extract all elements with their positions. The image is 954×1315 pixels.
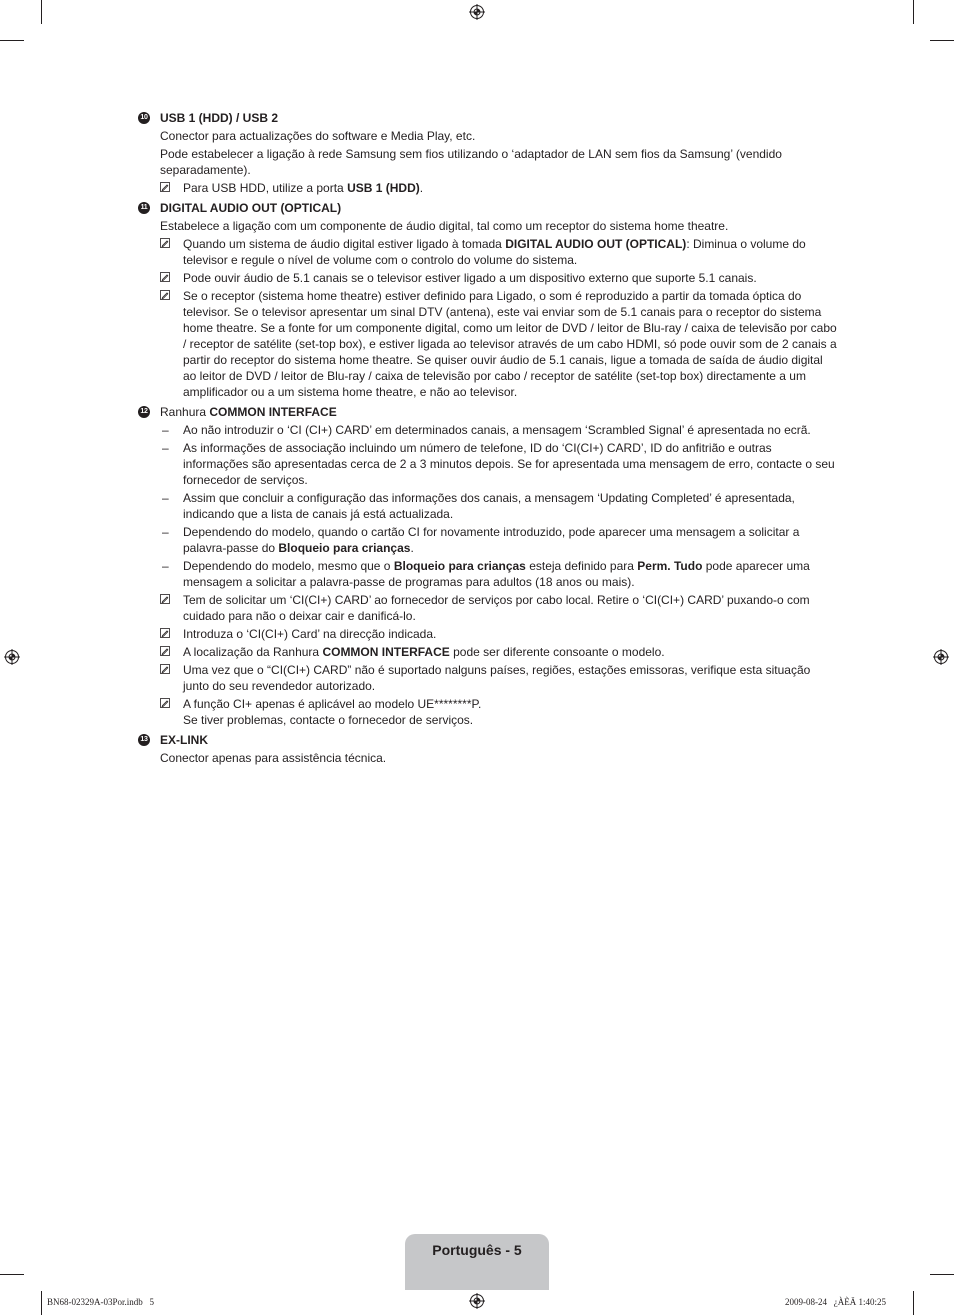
dash-bullet: – xyxy=(162,423,169,437)
note-icon xyxy=(160,238,170,248)
dash-text: Dependendo do modelo, mesmo que o xyxy=(183,559,394,573)
note-text: Introduza o ‘CI(CI+) Card’ na direcção indicada. xyxy=(183,627,437,641)
paragraph: Estabelece a ligação com um componente de áudio digital, tal como um receptor do sistema home theatre. xyxy=(160,219,729,233)
note-text: Tem de solicitar um ‘CI(CI+) CARD’ ao fornecedor de serviços por cabo local. Retire o ‘CI(CI+) CARD’ puxando-o com cuidado para não o deixar cair e danificá-lo. xyxy=(183,593,810,623)
note-text: Pode ouvir áudio de 5.1 canais se o televisor estiver ligado a um dispositivo externo que suporte 5.1 canais. xyxy=(183,271,757,285)
document-body xyxy=(138,110,838,766)
paragraph: Conector apenas para assistência técnica. xyxy=(160,751,387,765)
dash-bold: Bloqueio para crianças xyxy=(278,541,411,555)
note-bold: USB 1 (HDD) xyxy=(347,181,420,195)
section-title: COMMON INTERFACE xyxy=(209,405,337,419)
paragraph: Pode estabelecer a ligação à rede Samsung sem fios utilizando o ‘adaptador de LAN sem fios da Samsung’ (vendido separadamente). xyxy=(160,147,782,177)
section-title: USB 1 (HDD) / USB 2 xyxy=(160,111,279,125)
note-item xyxy=(138,270,838,286)
note-text: Quando um sistema de áudio digital estiver ligado à tomada xyxy=(183,237,506,251)
dash-text: Ao não introduzir o ‘CI (CI+) CARD’ em determinados canais, a mensagem ‘Scrambled Signal’ é apresentada no ecrã. xyxy=(183,423,811,437)
dash-item xyxy=(138,524,838,556)
dash-bullet: – xyxy=(162,525,169,539)
section-title: DIGITAL AUDIO OUT (OPTICAL) xyxy=(160,201,342,215)
slug-left: BN68-02329A-03Por.indb 5 xyxy=(47,1297,155,1307)
note-text: A função CI+ apenas é aplicável ao modelo UE********P. xyxy=(183,697,482,711)
note-bold: COMMON INTERFACE xyxy=(322,645,450,659)
page-number-label: Português - 5 xyxy=(432,1242,522,1258)
dash-item xyxy=(138,490,838,522)
note-icon xyxy=(160,272,170,282)
dash-text: As informações de associação incluindo um número de telefone, ID do ‘CI(CI+) CARD’, ID do anfitrião e outras informações são apresentadas cerca de 2 a 3 minutos depois. Se for apresentada uma mensagem de erro, contacte o seu fornecedor de serviços. xyxy=(183,441,835,487)
circled-number-icon: 13 xyxy=(138,734,150,746)
dash-text: Assim que concluir a configuração das informações dos canais, a mensagem ‘Updating Completed’ é apresentada, indicando que a lista de canais já está actualizada. xyxy=(183,491,795,521)
dash-item xyxy=(138,422,838,438)
note-item xyxy=(138,626,838,642)
note-icon xyxy=(160,594,170,604)
registration-mark-icon xyxy=(933,649,949,665)
note-icon xyxy=(160,698,170,708)
note-icon xyxy=(160,290,170,300)
dash-text: . xyxy=(410,541,414,555)
registration-mark-icon xyxy=(469,1293,485,1309)
note-item xyxy=(138,662,838,694)
circled-number-icon: 12 xyxy=(138,406,150,418)
section-heading-digital-audio-out xyxy=(138,200,838,216)
dash-item xyxy=(138,440,838,488)
dash-item xyxy=(138,558,838,590)
note-text: Se tiver problemas, contacte o fornecedor de serviços. xyxy=(183,713,474,727)
note-item xyxy=(138,236,838,268)
crop-mark xyxy=(41,0,42,24)
note-item xyxy=(138,696,838,728)
note-text: pode ser diferente consoante o modelo. xyxy=(449,645,665,659)
paragraph: Conector para actualizações do software e Media Play, etc. xyxy=(160,129,476,143)
note-icon xyxy=(160,664,170,674)
registration-mark-icon xyxy=(4,649,20,665)
note-text: A localização da Ranhura xyxy=(183,645,323,659)
note-item xyxy=(138,644,838,660)
dash-text: Dependendo do modelo, quando o cartão CI for novamente introduzido, pode aparecer uma mensagem a solicitar a palavra-passe do xyxy=(183,525,800,555)
section-title-prefix: Ranhura xyxy=(160,405,210,419)
note-bold: DIGITAL AUDIO OUT (OPTICAL) xyxy=(505,237,687,251)
crop-mark xyxy=(913,1291,914,1315)
dash-bold: Perm. Tudo xyxy=(637,559,703,573)
crop-mark xyxy=(0,1274,24,1275)
section-title: EX-LINK xyxy=(160,733,208,747)
crop-mark xyxy=(0,40,24,41)
dash-bullet: – xyxy=(162,559,169,573)
note-item xyxy=(138,180,838,196)
slug-right: 2009-08-24 ¿ÀÈÄ 1:40:25 xyxy=(785,1297,886,1307)
crop-mark xyxy=(930,1274,954,1275)
section-heading-usb xyxy=(138,110,838,126)
section-heading-ex-link xyxy=(138,732,838,748)
circled-number-icon: 10 xyxy=(138,112,150,124)
note-icon xyxy=(160,182,170,192)
section-heading-common-interface xyxy=(138,404,838,420)
note-text: : Diminua o volume do televisor e regule o nível de volume com o controlo do volume do sistema. xyxy=(183,237,806,267)
crop-mark xyxy=(913,0,914,24)
note-item xyxy=(138,288,838,400)
note-icon xyxy=(160,646,170,656)
note-item xyxy=(138,592,838,624)
note-text: Para USB HDD, utilize a porta xyxy=(183,181,348,195)
note-text: Se o receptor (sistema home theatre) estiver definido para Ligado, o som é reproduzido a partir da tomada óptica do televisor. Se o televisor apresentar um sinal DTV (antena), este vai enviar som de 5.1 canais para o receptor do sistema home theatre. Se a fonte for um componente digital, como um leitor de DVD / leitor de Blu-ray / caixa de televisão por cabo / receptor de satélite (set-top box), e estiver ligada ao televisor através de um cabo HDMI, só pode ouvir som de 2 canais a partir do receptor do sistema home theatre. Se quiser ouvir áudio de 5.1 canais, ligue a tomada de saída de áudio digital ao leitor de DVD / leitor de Blu-ray / caixa de televisão por cabo / receptor de satélite (set-top box) directamente a um amplificador ou a um sistema home theatre, e não ao televisor. xyxy=(183,289,837,399)
note-text: Uma vez que o “CI(CI+) CARD” não é suportado nalguns países, regiões, estações emissoras, verifique esta situação junto do seu revendedor autorizado. xyxy=(183,663,811,693)
dash-text: pode aparecer uma mensagem a solicitar a palavra-passe de programas para adultos (18 anos ou mais). xyxy=(183,559,810,589)
note-text: . xyxy=(419,181,424,195)
crop-mark xyxy=(930,40,954,41)
dash-bullet: – xyxy=(162,441,169,455)
circled-number-icon: 11 xyxy=(138,202,150,214)
crop-mark xyxy=(41,1291,42,1315)
dash-bold: Bloqueio para crianças xyxy=(393,559,526,573)
registration-mark-icon xyxy=(469,4,485,20)
note-icon xyxy=(160,628,170,638)
dash-bullet: – xyxy=(162,491,169,505)
dash-text: esteja definido para xyxy=(525,559,638,573)
